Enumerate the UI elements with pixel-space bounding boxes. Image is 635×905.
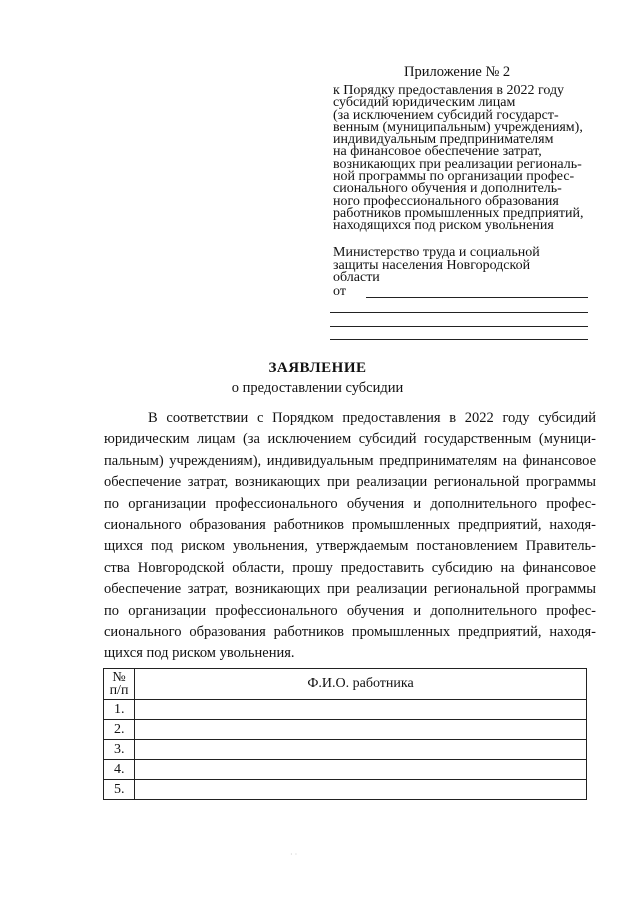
body-line: пальным) учреждениям), индивидуальным предпринимателям на финансовое [104, 452, 596, 469]
annex-line: возникающих при реализации региональ- [333, 156, 582, 172]
annex-line: ной программы по организации профес- [333, 169, 575, 185]
name-column-header: Ф.И.О. работника [135, 669, 587, 700]
row-number: 1. [104, 700, 135, 720]
recipient-line: защиты населения Новгородской [333, 257, 531, 273]
recipient-block [333, 247, 593, 285]
body-line: по организации профессионального обучения и дополнительного профес- [104, 602, 596, 619]
from-field-line[interactable] [330, 326, 588, 327]
document-subtitle: о предоставлении субсидии [231, 380, 404, 396]
body-line: юридическим лицам (за исключением субсидий государственным (муници- [104, 431, 596, 448]
table-row [104, 760, 587, 780]
number-column-header [104, 669, 135, 700]
table-header-row [104, 669, 587, 700]
body-line: щихся под риском увольнения, утверждаемым постановлением Правитель- [104, 538, 596, 555]
worker-name-cell[interactable] [135, 700, 587, 720]
workers-table [103, 668, 587, 800]
worker-name-cell[interactable] [135, 720, 587, 740]
annex-line: к Порядку предоставления в 2022 году [333, 83, 565, 98]
body-line: обеспечение затрат, возникающих при реализации региональной программы [104, 474, 596, 491]
table-row [104, 700, 587, 720]
annex-line: индивидуальным предпринимателям [333, 132, 554, 148]
body-line: сионального образования работников промышленных предприятий, находя- [104, 517, 596, 534]
number-header-abbr: п/п [109, 683, 129, 698]
annex-reference [333, 85, 593, 233]
body-line: по организации профессионального обучения и дополнительного профес- [104, 495, 596, 512]
recipient-line: области [333, 270, 380, 285]
annex-line: субсидий юридическим лицам [333, 95, 516, 111]
worker-name-cell[interactable] [135, 780, 587, 800]
annex-line: (за исключением субсидий государст- [333, 107, 559, 123]
recipient-line: Министерство труда и социальной [333, 245, 540, 260]
body-line: обеспечение затрат, возникающих при реализации региональной программы [104, 581, 596, 598]
row-number: 5. [104, 780, 135, 800]
row-number: 3. [104, 740, 135, 760]
row-number: 4. [104, 760, 135, 780]
annex-line: на финансовое обеспечение затрат, [333, 144, 542, 160]
worker-name-cell[interactable] [135, 740, 587, 760]
from-field-line[interactable] [330, 312, 588, 313]
table-row [104, 780, 587, 800]
worker-name-cell[interactable] [135, 760, 587, 780]
annex-line: находящихся под риском увольнения [333, 218, 554, 234]
annex-line: венным (муниципальным) учреждениям), [333, 119, 583, 135]
body-line: ства Новгородской области, прошу предоставить субсидию на финансовое [104, 559, 596, 576]
annex-line: сионального обучения и дополнитель- [333, 181, 562, 197]
row-number: 2. [104, 720, 135, 740]
annex-line: ного профессионального образования [333, 193, 559, 209]
annex-title: Приложение № 2 [404, 64, 511, 80]
from-label: от [333, 284, 346, 299]
table-row [104, 720, 587, 740]
table-row [104, 740, 587, 760]
footer-mark: · · [290, 850, 298, 859]
number-header-symbol: № [112, 670, 126, 685]
application-body [104, 408, 596, 665]
from-field-line[interactable] [330, 339, 588, 340]
body-line: сионального образования работников промышленных предприятий, находя- [104, 624, 596, 641]
annex-line: работников промышленных предприятий, [333, 205, 584, 221]
document-title: ЗАЯВЛЕНИЕ [268, 360, 367, 376]
body-line: В соответствии с Порядком предоставления в 2022 году субсидий [148, 410, 596, 426]
body-line: щихся под риском увольнения. [104, 645, 295, 662]
from-field-line[interactable] [366, 297, 588, 298]
